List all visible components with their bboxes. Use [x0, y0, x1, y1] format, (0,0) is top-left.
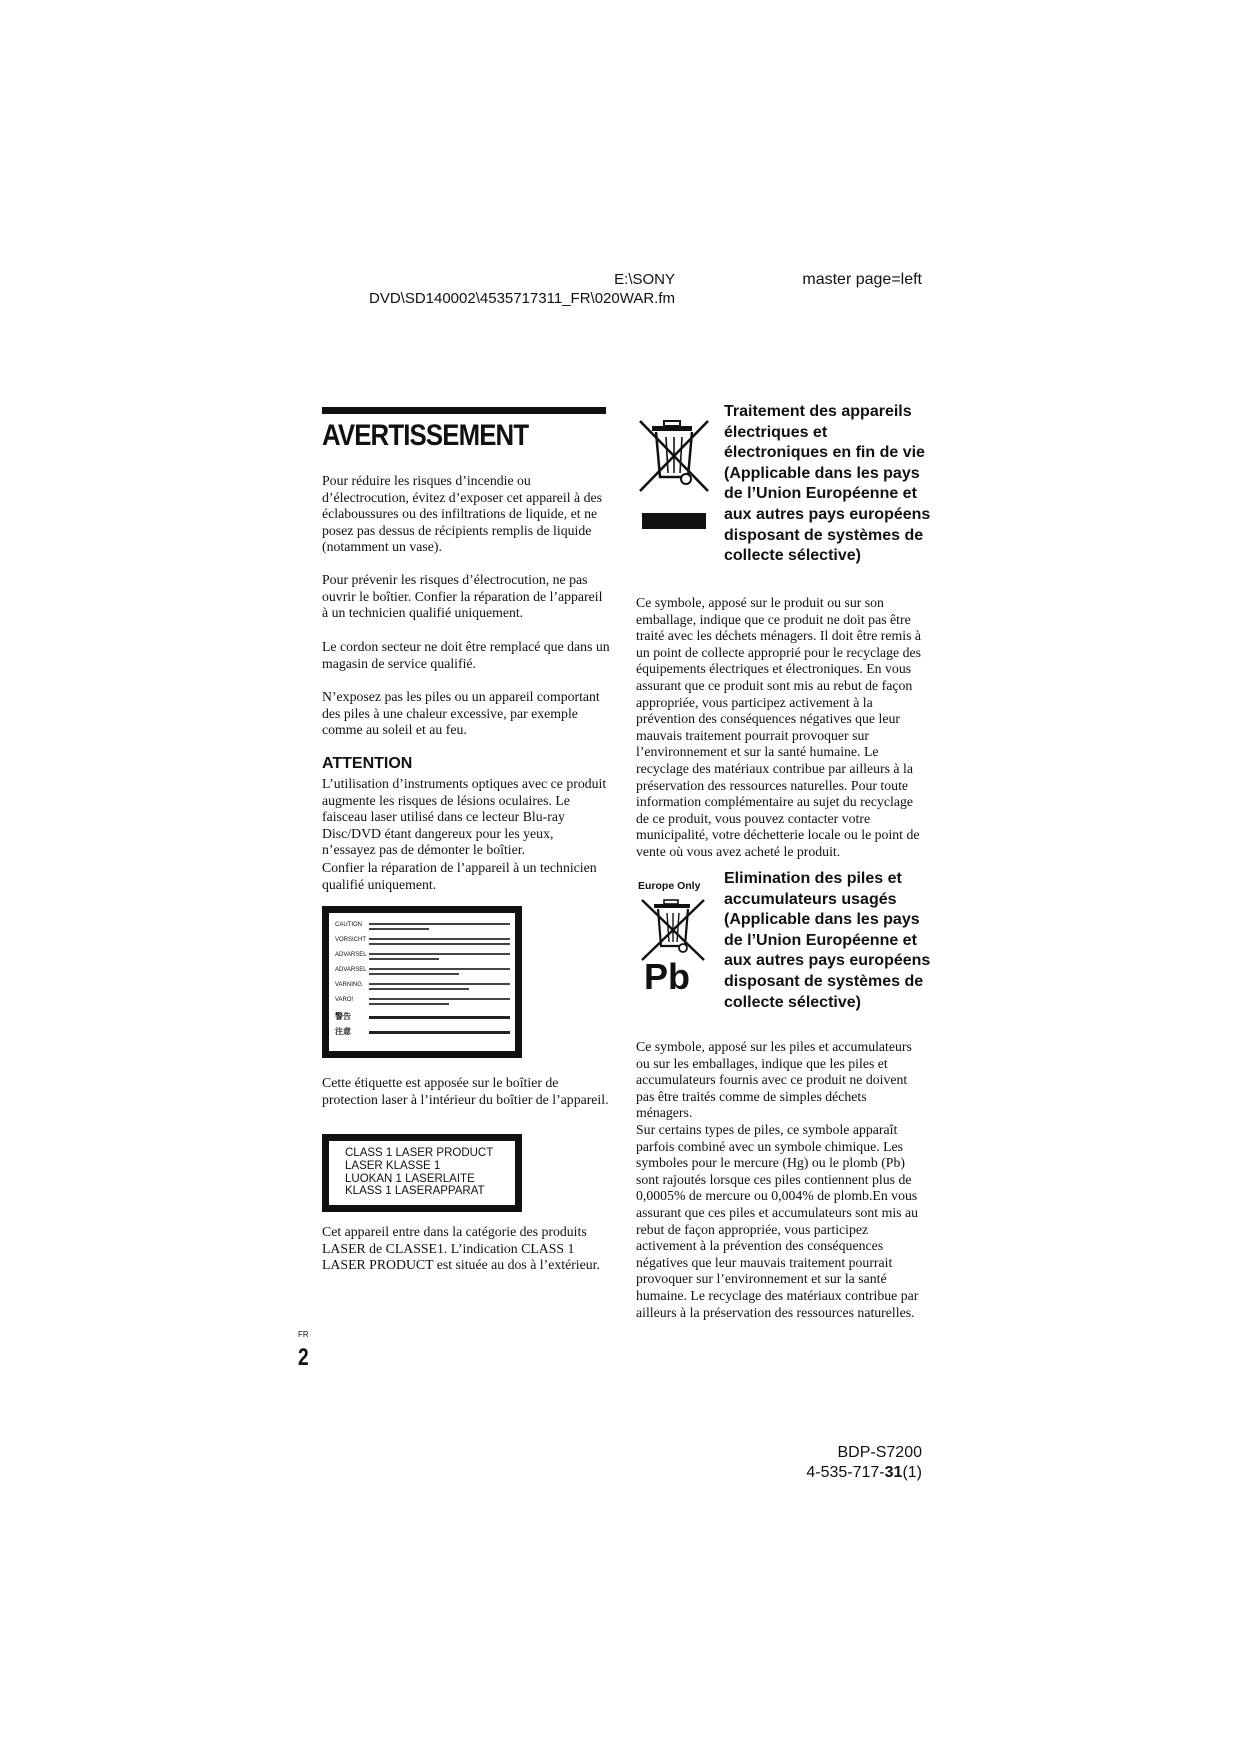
label-caption: Cette étiquette est apposée sur le boîtier de protection laser à l’intérieur du boîtier de l’appareil. — [322, 1075, 609, 1107]
page-language: FR — [298, 1330, 309, 1339]
attention-heading: ATTENTION — [322, 755, 413, 772]
warning-tag-6: VARO! — [335, 997, 354, 1003]
model-number: BDP-S7200 — [837, 1444, 922, 1461]
part-number-bold: 31 — [884, 1464, 903, 1481]
warning-tag-1: CAUTION — [335, 922, 362, 928]
warning-paragraph-4: N’exposez pas les piles ou un appareil comportant des piles à une chaleur excessive, par exemple comme au soleil et au feu. — [322, 689, 600, 738]
warning-paragraph-3: Le cordon secteur ne doit être remplacé que dans un magasin de service qualifié. — [322, 639, 610, 671]
class1-laser-label — [322, 1134, 522, 1212]
laser-warning-label — [322, 906, 522, 1058]
weee-body: Ce symbole, apposé sur le produit ou sur son emballage, indique que ce produit ne doit pas être traité avec les déchets ménagers. Il doit être remis à un point de collecte approprié pour le recyclage des équipements électriques et électroniques. En vous assurant que ce produit sont mis au rebut de façon appropriée, vous participez activement à la prévention des conséquences négatives que leur mauvais traitement pourrait provoquer sur l’environnement et sur la santé humaine. Le recyclage des matériaux contribue par ailleurs à la préservation des ressources naturelles. Pour toute information complémentaire au sujet du recyclage de ce produit, vous pouvez contacter votre municipalité, votre déchetterie locale ou le point de vente où vous avez acheté le produit. — [636, 595, 922, 859]
warning-tag-4: ADVARSEL — [335, 967, 367, 973]
warning-tag-2: VORSICHT — [335, 937, 367, 943]
class-label-line-3: LUOKAN 1 LASERLAITE — [345, 1172, 475, 1185]
class-label-line-1: CLASS 1 LASER PRODUCT — [345, 1147, 494, 1159]
file-path-line2: DVD\SD140002\4535717311_FR\020WAR.fm — [368, 290, 675, 307]
class-label-line-2: LASER KLASSE 1 — [345, 1159, 441, 1172]
weee-heading: Traitement des appareils électriques et électroniques en fin de vie (Applicable dans les pays de l’Union Européenne et aux autres pays européens disposant de systèmes de collecte sélective) — [724, 403, 931, 565]
warning-tag-8: 注意 — [335, 1027, 351, 1036]
battery-heading: Elimination des piles et accumulateurs usagés (Applicable dans les pays de l’Union Européenne et aux autres pays européens disposant de systèmes de collecte sélective) — [724, 870, 931, 1011]
attention-paragraph-1: L’utilisation d’instruments optiques avec ce produit augmente les risques de lésions oculaires. Le faisceau laser utilisé dans ce lecteur Blu-ray Disc/DVD étant dangereux pour les yeux, n’essayez pas de démonter le boîtier. — [322, 776, 607, 858]
part-number — [740, 1463, 922, 1483]
attention-paragraph-2: Confier la réparation de l’appareil à un technicien qualifié uniquement. — [322, 860, 597, 892]
warning-tag-7: 警告 — [335, 1012, 351, 1021]
warning-tag-3: ADVARSEL — [335, 952, 367, 958]
page-title: AVERTISSEMENT — [322, 419, 529, 452]
title-rule — [322, 407, 606, 414]
battery-body-1: Ce symbole, apposé sur les piles et accumulateurs ou sur les emballages, indique que les piles et accumulateurs fournis avec ce produit ne doivent pas être traités comme de simples déchets ménagers. — [636, 1039, 912, 1121]
file-path-line1: E:\SONY — [614, 271, 675, 288]
warning-paragraph-1: Pour réduire les risques d’incendie ou d’électrocution, évitez d’exposer cet appareil à des éclaboussures ou des infiltrations de liquide, et ne posez pas dessus de récipients remplis de liquide (notamment un vase). — [322, 473, 603, 555]
part-number-prefix: 4-535-717- — [806, 1464, 885, 1481]
class-label-line-4: KLASS 1 LASERAPPARAT — [345, 1185, 485, 1198]
class-caption: Cet appareil entre dans la catégorie des produits LASER de CLASSE1. L’indication CLASS 1 LASER PRODUCT est située au dos à l’extérieur. — [322, 1224, 600, 1273]
europe-only-label: Europe Only — [638, 880, 701, 892]
warning-tag-5: VARNING — [335, 982, 362, 988]
part-number-suffix: (1) — [902, 1464, 922, 1481]
battery-body-2: Sur certains types de piles, ce symbole apparaît parfois combiné avec un symbole chimique. Les symboles pour le mercure (Hg) ou le plomb (Pb) sont rajoutés lorsque ces piles contiennent plus de 0,0005% de mercure ou 0,004% de plomb.En vous assurant que ces piles et accumulateurs sont mis au rebut de façon appropriée, vous participez activement à la prévention des conséquences négatives que leur mauvais traitement pourrait provoquer sur l’environnement et sur la santé humaine. Le recyclage des matériaux contribue par ailleurs à la préservation des ressources naturelles. — [636, 1122, 919, 1320]
master-page-label: master page=left — [802, 271, 922, 288]
warning-paragraph-2: Pour prévenir les risques d’électrocution, ne pas ouvrir le boîtier. Confier la réparation de l’appareil à un technicien qualifié uniquement. — [322, 572, 603, 621]
pb-symbol: Pb — [644, 956, 691, 997]
page-number: 2 — [298, 1344, 309, 1371]
crossed-bin-icon — [636, 415, 712, 533]
file-path — [330, 270, 675, 308]
